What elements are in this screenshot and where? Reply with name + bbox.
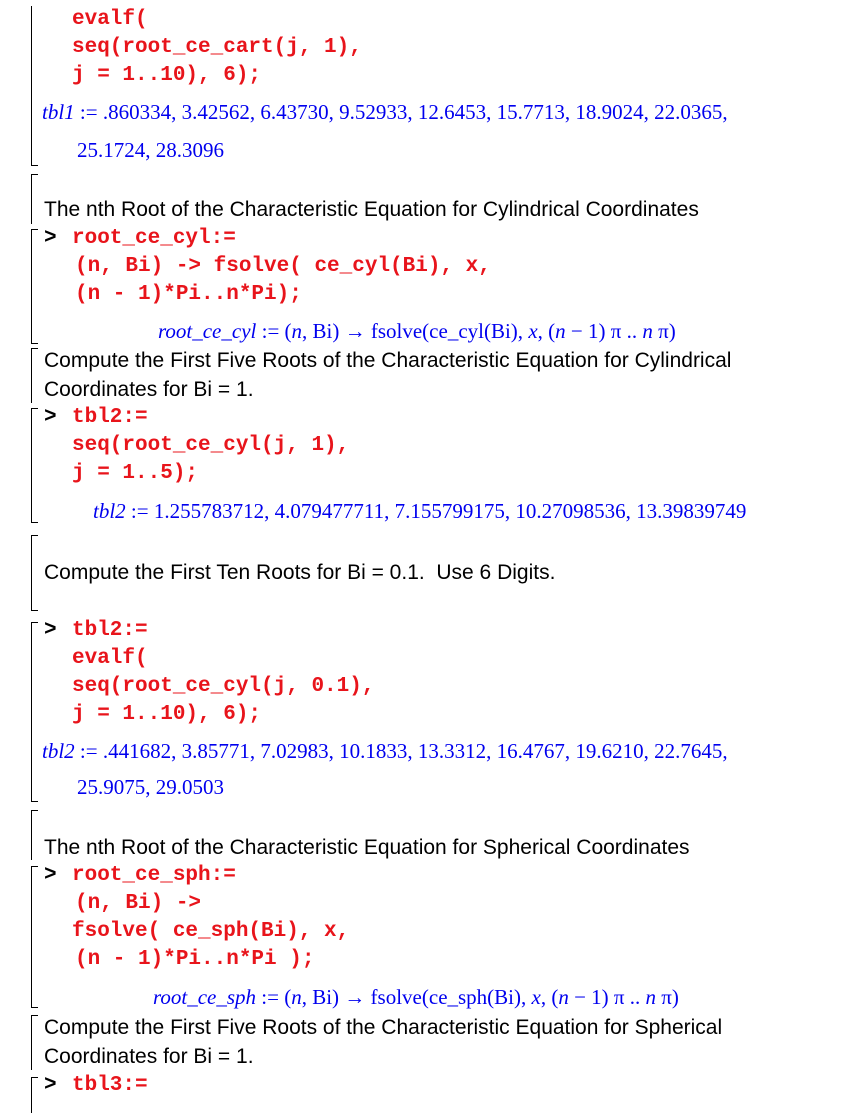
bracket-tick bbox=[31, 522, 38, 523]
section-heading: The nth Root of the Characteristic Equation for Cylindrical Coordinates bbox=[44, 198, 699, 221]
output-values: := .860334, 3.42562, 6.43730, 9.52933, 12.6453, 15.7713, 18.9024, 22.0365, bbox=[79, 100, 728, 124]
output-values: := .441682, 3.85771, 7.02983, 10.1833, 13.3312, 16.4767, 19.6210, 22.7645, bbox=[79, 739, 728, 763]
input-line[interactable]: tbl3:= bbox=[72, 1074, 148, 1097]
text-group-bracket[interactable] bbox=[31, 810, 32, 860]
bracket-tick bbox=[31, 348, 38, 349]
paragraph-line: Coordinates for Bi = 1. bbox=[44, 378, 254, 401]
input-line[interactable]: (n, Bi) -> bbox=[75, 892, 202, 915]
bracket-tick bbox=[31, 229, 38, 230]
input-line[interactable]: j = 1..10), 6); bbox=[72, 64, 262, 87]
input-line[interactable]: j = 1..10), 6); bbox=[72, 703, 262, 726]
output-line: root_ce_sph := (n, Bi) → fsolve(ce_sph(Bi), x, (n − 1) π .. n π) bbox=[153, 985, 679, 1009]
text-group-bracket[interactable] bbox=[31, 174, 32, 224]
bracket-tick bbox=[31, 622, 38, 623]
input-line[interactable]: (n, Bi) -> fsolve( ce_cyl(Bi), x, bbox=[75, 255, 491, 278]
paragraph-line: Compute the First Five Roots of the Characteristic Equation for Spherical bbox=[44, 1016, 723, 1039]
output-variable: root_ce_sph bbox=[153, 985, 257, 1009]
execution-group-bracket[interactable] bbox=[31, 229, 32, 344]
execution-group-bracket[interactable] bbox=[31, 6, 32, 166]
text-group-bracket[interactable] bbox=[31, 348, 32, 403]
paragraph-line: Compute the First Five Roots of the Characteristic Equation for Cylindrical bbox=[44, 349, 732, 372]
section-heading: The nth Root of the Characteristic Equation for Spherical Coordinates bbox=[44, 836, 690, 859]
input-line[interactable]: seq(root_ce_cart(j, 1), bbox=[72, 36, 362, 59]
output-line bbox=[93, 497, 746, 525]
input-line[interactable]: evalf( bbox=[72, 647, 148, 670]
output-variable: tbl1 bbox=[42, 100, 75, 124]
input-line[interactable]: (n - 1)*Pi..n*Pi ); bbox=[75, 948, 315, 971]
bracket-tick bbox=[31, 1077, 38, 1078]
input-line[interactable]: (n - 1)*Pi..n*Pi); bbox=[75, 283, 302, 306]
execution-group-bracket[interactable] bbox=[31, 866, 32, 1008]
output-line: root_ce_cyl := (n, Bi) → fsolve(ce_cyl(Bi), x, (n − 1) π .. n π) bbox=[158, 319, 676, 343]
bracket-tick bbox=[31, 610, 38, 611]
output-variable: tbl2 bbox=[93, 499, 126, 523]
output-line: 25.1724, 28.3096 bbox=[77, 138, 224, 162]
bracket-tick bbox=[31, 801, 38, 802]
input-prompt: > bbox=[44, 864, 57, 887]
bracket-tick bbox=[31, 343, 38, 344]
output-variable: tbl2 bbox=[42, 739, 75, 763]
paragraph-line: Coordinates for Bi = 1. bbox=[44, 1045, 254, 1068]
output-line bbox=[42, 737, 728, 765]
execution-group-bracket[interactable] bbox=[31, 408, 32, 523]
bracket-tick bbox=[31, 165, 38, 166]
input-prompt: > bbox=[44, 227, 57, 250]
input-line[interactable]: root_ce_cyl:= bbox=[72, 227, 236, 250]
execution-group-bracket[interactable] bbox=[31, 622, 32, 802]
input-line[interactable]: root_ce_sph:= bbox=[72, 864, 236, 887]
input-line[interactable]: evalf( bbox=[72, 8, 148, 31]
input-prompt: > bbox=[44, 1074, 57, 1097]
bracket-tick bbox=[31, 810, 38, 811]
input-line[interactable]: tbl2:= bbox=[72, 619, 148, 642]
input-line[interactable]: fsolve( ce_sph(Bi), x, bbox=[72, 920, 350, 943]
text-group-bracket[interactable] bbox=[31, 535, 32, 611]
input-line[interactable]: seq(root_ce_cyl(j, 1), bbox=[72, 434, 350, 457]
paragraph-line: Compute the First Ten Roots for Bi = 0.1. Use 6 Digits. bbox=[44, 561, 556, 584]
bracket-tick bbox=[31, 866, 38, 867]
input-prompt: > bbox=[44, 619, 57, 642]
execution-group-bracket[interactable] bbox=[31, 1077, 32, 1113]
input-line[interactable]: j = 1..5); bbox=[72, 462, 199, 485]
bracket-tick bbox=[31, 408, 38, 409]
output-line: 25.9075, 29.0503 bbox=[77, 775, 224, 799]
bracket-tick bbox=[31, 1015, 38, 1016]
output-values: := 1.255783712, 4.079477711, 7.155799175, 10.27098536, 13.39839749 bbox=[130, 499, 747, 523]
text-group-bracket[interactable] bbox=[31, 1015, 32, 1070]
bracket-tick bbox=[31, 1007, 38, 1008]
input-line[interactable]: tbl2:= bbox=[72, 406, 148, 429]
input-line[interactable]: seq(root_ce_cyl(j, 0.1), bbox=[72, 675, 375, 698]
bracket-tick bbox=[31, 174, 38, 175]
output-variable: root_ce_cyl bbox=[158, 319, 257, 343]
input-prompt: > bbox=[44, 406, 57, 429]
bracket-tick bbox=[31, 535, 38, 536]
output-line bbox=[42, 98, 728, 126]
